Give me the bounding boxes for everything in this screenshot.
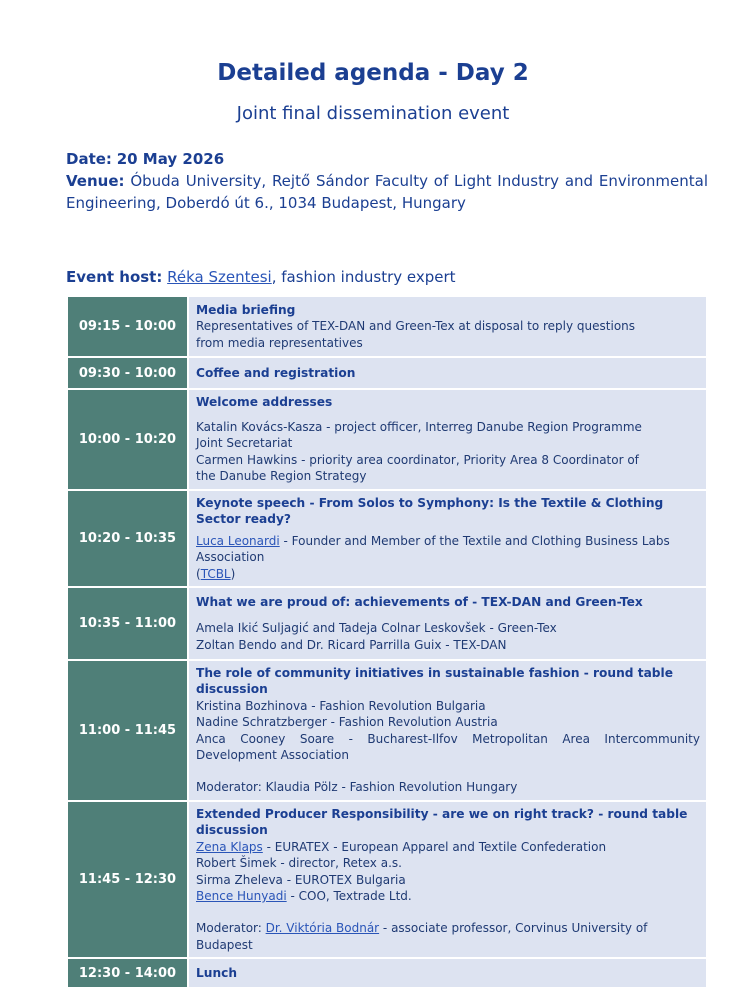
agenda-line	[196, 888, 700, 904]
agenda-item	[188, 958, 707, 988]
agenda-item	[188, 357, 707, 389]
agenda-line: Zoltan Bendo and Dr. Ricard Parrilla Guix - TEX-DAN	[196, 637, 507, 652]
page-title: Detailed agenda - Day 2	[217, 60, 529, 86]
agenda-time: 10:00 - 10:20	[67, 389, 188, 490]
event-host	[66, 266, 708, 288]
agenda-item-title: What we are proud of: achievements of - TEX-DAN and Green-Tex	[196, 594, 643, 609]
agenda-line: Sirma Zheleva - EUROTEX Bulgaria	[196, 872, 406, 887]
org-paren-open: (	[196, 566, 201, 581]
agenda-item-title: Media briefing	[196, 302, 296, 317]
agenda-table	[66, 295, 708, 989]
agenda-item-title: Extended Producer Responsibility - are we on right track? - round table discussion	[196, 806, 688, 838]
moderator-link[interactable]: Dr. Viktória Bodnár	[265, 921, 380, 936]
agenda-row	[67, 958, 707, 988]
agenda-item	[188, 660, 707, 801]
agenda-line: Representatives of TEX-DAN and Green-Tex at disposal to reply questions	[196, 319, 636, 334]
agenda-row	[67, 801, 707, 958]
agenda-item	[188, 490, 707, 587]
agenda-item	[188, 389, 707, 490]
host-label: Event host:	[66, 268, 163, 286]
agenda-item	[188, 587, 707, 660]
agenda-moderator	[196, 920, 700, 953]
date-value: 20 May 2026	[116, 150, 225, 168]
agenda-item	[188, 801, 707, 958]
agenda-item-title: Welcome addresses	[196, 395, 333, 410]
date-label: Date:	[66, 150, 112, 168]
agenda-line: Carmen Hawkins - priority area coordinator, Priority Area 8 Coordinator of	[196, 452, 639, 467]
speaker-affiliation: - COO, Textrade Ltd.	[286, 888, 412, 903]
agenda-item-title: Keynote speech - From Solos to Symphony: Is the Textile & Clothing Sector ready?	[196, 496, 664, 527]
agenda-line: from media representatives	[196, 335, 363, 350]
agenda-row	[67, 587, 707, 660]
agenda-line: Amela Ikić Suljagić and Tadeja Colnar Leskovšek - Green-Tex	[196, 621, 557, 636]
agenda-item-title: Coffee and registration	[196, 365, 356, 380]
venue-value: Óbuda University, Rejtő Sándor Faculty of Light Industry and Environmental Engineering, Doberdó út 6., 1034 Budapest, Hungary	[66, 172, 708, 212]
speaker-link[interactable]: Luca Leonardi	[196, 533, 280, 548]
agenda-time: 12:30 - 14:00	[67, 958, 188, 988]
agenda-line: Kristina Bozhinova - Fashion Revolution Bulgaria	[196, 698, 486, 713]
agenda-row	[67, 296, 707, 357]
agenda-line: Nadine Schratzberger - Fashion Revolution Austria	[196, 715, 498, 730]
speaker-affiliation: - EURATEX - European Apparel and Textile Confederation	[262, 839, 607, 854]
agenda-line	[196, 566, 700, 582]
agenda-time: 10:35 - 11:00	[67, 587, 188, 660]
speaker-affiliation: - Founder and Member of the Textile and Clothing Business Labs Association	[196, 533, 670, 565]
agenda-row	[67, 357, 707, 389]
host-role: , fashion industry expert	[271, 268, 456, 286]
agenda-moderator: Moderator: Klaudia Pölz - Fashion Revolution Hungary	[196, 780, 518, 795]
agenda-time: 09:15 - 10:00	[67, 296, 188, 357]
host-name-link[interactable]: Réka Szentesi	[167, 268, 272, 286]
org-link[interactable]: TCBL	[200, 566, 231, 581]
moderator-label: Moderator:	[196, 921, 266, 936]
moderator-affiliation: - associate professor, Corvinus University of Budapest	[196, 921, 648, 952]
agenda-line: Katalin Kovács-Kasza - project officer, Interreg Danube Region Programme	[196, 419, 642, 434]
agenda-line	[196, 839, 700, 855]
agenda-item	[188, 296, 707, 357]
page-subtitle: Joint final dissemination event	[236, 103, 510, 124]
agenda-row	[67, 490, 707, 587]
agenda-line: the Danube Region Strategy	[196, 469, 367, 484]
speaker-link[interactable]: Bence Hunyadi	[196, 888, 287, 903]
agenda-time: 09:30 - 10:00	[67, 357, 188, 389]
agenda-row	[67, 660, 707, 801]
venue-label: Venue:	[66, 172, 125, 190]
agenda-item-title: The role of community initiatives in sustainable fashion - round table discussion	[196, 666, 673, 697]
event-date	[66, 148, 708, 170]
org-paren-close: )	[230, 566, 236, 581]
agenda-time: 11:00 - 11:45	[67, 660, 188, 801]
event-venue	[66, 170, 708, 214]
agenda-item-title: Lunch	[196, 965, 238, 980]
agenda-line: Anca Cooney Soare - Bucharest-Ilfov Metropolitan Area Intercommunity Development Association	[196, 731, 700, 763]
agenda-time: 10:20 - 10:35	[67, 490, 188, 587]
speaker-link[interactable]: Zena Klaps	[196, 839, 263, 854]
agenda-time: 11:45 - 12:30	[67, 801, 188, 958]
agenda-row	[67, 389, 707, 490]
agenda-line: Robert Šimek - director, Retex a.s.	[196, 856, 402, 871]
agenda-line	[196, 533, 700, 566]
agenda-line: Joint Secretariat	[196, 436, 293, 451]
